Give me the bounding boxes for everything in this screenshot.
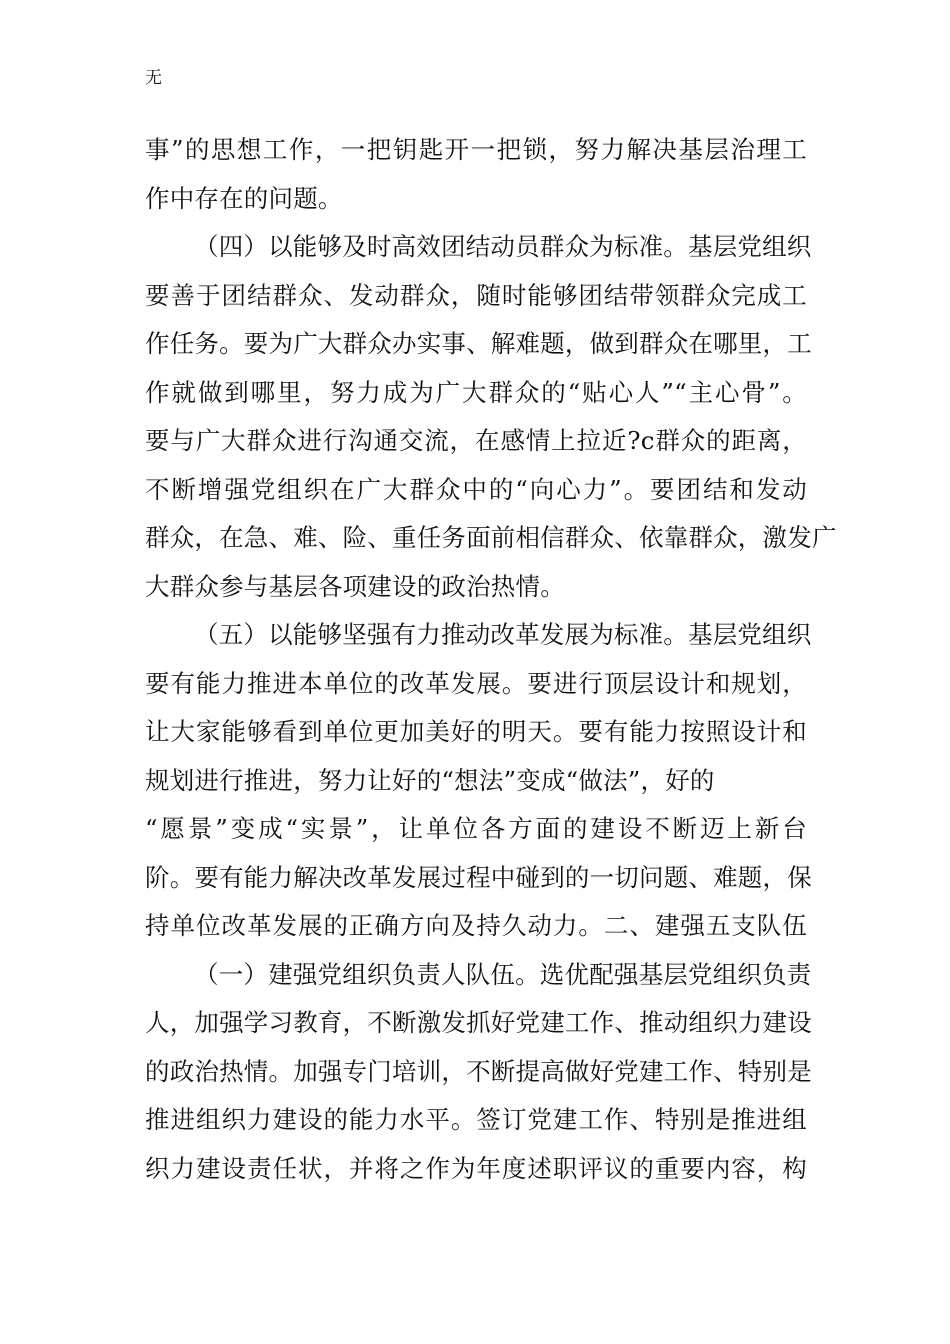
text-line: 要善于团结群众、发动群众，随时能够团结带领群众完成工 xyxy=(145,280,807,310)
text-line: 作中存在的问题。 xyxy=(145,183,343,213)
text-line: 让大家能够看到单位更加美好的明天。要有能力按照设计和 xyxy=(145,717,807,746)
text-line: 持单位改革发展的正确方向及持久动力。二、建强五支队伍 xyxy=(145,911,807,940)
text-line: 要与广大群众进行沟通交流，在感情上拉近?c群众的距离， xyxy=(145,426,807,455)
text-line: 要有能力推进本单位的改革发展。要进行顶层设计和规划， xyxy=(145,668,807,698)
page-header: 无 xyxy=(145,68,162,88)
text-line: 推进组织力建设的能力水平。签订党建工作、特别是推进组 xyxy=(145,1105,807,1134)
text-line: 规划进行推进，努力让好的“想法”变成“做法”，好的 xyxy=(145,765,715,795)
text-line: 人，加强学习教育，不断激发抓好党建工作、推动组织力建设 xyxy=(145,1008,812,1037)
text-line: 阶。要有能力解决改革发展过程中碰到的一切问题、难题，保 xyxy=(145,862,812,892)
text-line: 事”的思想工作，一把钥匙开一把锁，努力解决基层治理工 xyxy=(145,135,807,164)
text-line: 作任务。要为广大群众办实事、解难题，做到群众在哪里，工 xyxy=(145,329,812,358)
text-line: （一）建强党组织负责人队伍。选优配强基层党组织负责 xyxy=(194,959,812,989)
text-line: 织力建设责任状，并将之作为年度述职评议的重要内容，构 xyxy=(145,1153,807,1183)
document-body xyxy=(145,126,837,1193)
text-line: “愿景”变成“实景”，让单位各方面的建设不断迈上新台 xyxy=(145,814,807,843)
text-line: 不断增强党组织在广大群众中的“向心力”。要团结和发动 xyxy=(145,474,807,504)
text-line: （四）以能够及时高效团结动员群众为标准。基层党组织 xyxy=(194,232,812,261)
text-line: 大群众参与基层各项建设的政治热情。 xyxy=(145,571,565,601)
text-line: 作就做到哪里，努力成为广大群众的“贴心人”“主心骨”。 xyxy=(145,377,807,407)
text-line: 的政治热情。加强专门培训，不断提高做好党建工作、特别是 xyxy=(145,1056,812,1086)
text-line: （五）以能够坚强有力推动改革发展为标准。基层党组织 xyxy=(194,620,812,649)
text-line: 群众，在急、难、险、重任务面前相信群众、依靠群众，激发广 xyxy=(145,523,837,552)
